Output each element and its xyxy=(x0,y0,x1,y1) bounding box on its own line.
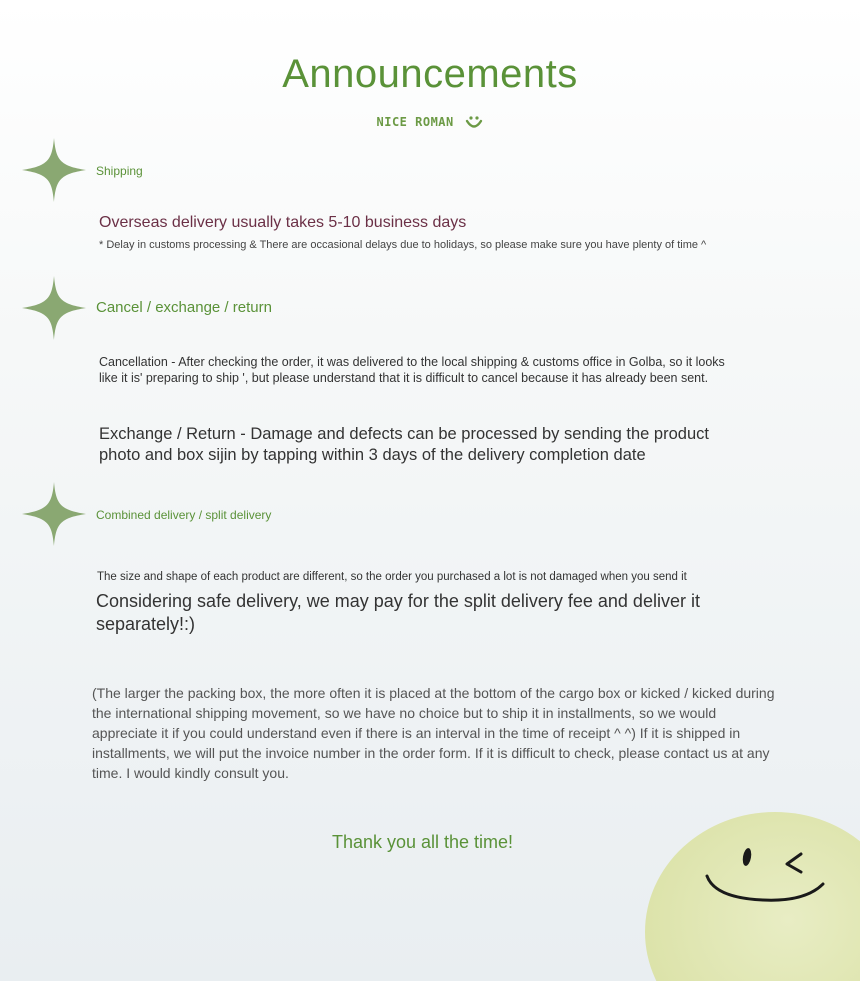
sparkle-icon xyxy=(22,138,86,202)
page-title: Announcements xyxy=(282,52,578,96)
thank-you-message: Thank you all the time! xyxy=(331,832,514,852)
shipping-headline: Overseas delivery usually takes 5-10 business days xyxy=(99,214,467,231)
combined-large-line-2: separately!:) xyxy=(96,614,196,634)
combined-small-line: The size and shape of each product are different, so the order you purchased a lot is not damaged when you send it xyxy=(97,571,687,583)
section-label-cancel: Cancel / exchange / return xyxy=(96,299,272,316)
exchange-line-2: photo and box sijin by tapping within 3 days of the delivery completion date xyxy=(99,446,646,464)
section-label-combined: Combined delivery / split delivery xyxy=(96,508,272,522)
cancellation-line-1: Cancellation - After checking the order, it was delivered to the local shipping & customs office in Golba, so it looks xyxy=(99,355,725,369)
brand-logo xyxy=(0,114,860,130)
footnote-line-5: time. I would kindly consult you. xyxy=(92,765,289,781)
exchange-line-1: Exchange / Return - Damage and defects can be processed by sending the product xyxy=(99,425,709,443)
section-label-shipping: Shipping xyxy=(96,164,143,178)
footnote-line-4: installments, we will put the invoice number in the order form. If it is difficult to check, please contact us at any xyxy=(92,745,770,761)
combined-large-line-1: Considering safe delivery, we may pay for the split delivery fee and deliver it xyxy=(96,591,700,611)
footnote-line-3: appreciate it if you could understand even if there is an interval in the time of receipt ^ ^) If it is shipped in xyxy=(92,725,741,741)
smile-icon xyxy=(465,114,483,130)
footnote-line-1: (The larger the packing box, the more often it is placed at the bottom of the cargo box or kicked / kicked during xyxy=(92,685,775,701)
cancellation-line-2: like it is' preparing to ship ', but please understand that it is difficult to cancel because it has already been sent. xyxy=(99,371,709,385)
sparkle-icon xyxy=(22,276,86,340)
sparkle-icon xyxy=(22,482,86,546)
footnote-line-2: the international shipping movement, so we have no choice but to ship it in installments, so we would xyxy=(92,705,717,721)
brand-name: NICE ROMAN xyxy=(376,115,454,129)
shipping-note: * Delay in customs processing & There are occasional delays due to holidays, so please make sure you have plenty of time ^ xyxy=(99,239,707,251)
winking-smiley-icon xyxy=(645,812,860,981)
